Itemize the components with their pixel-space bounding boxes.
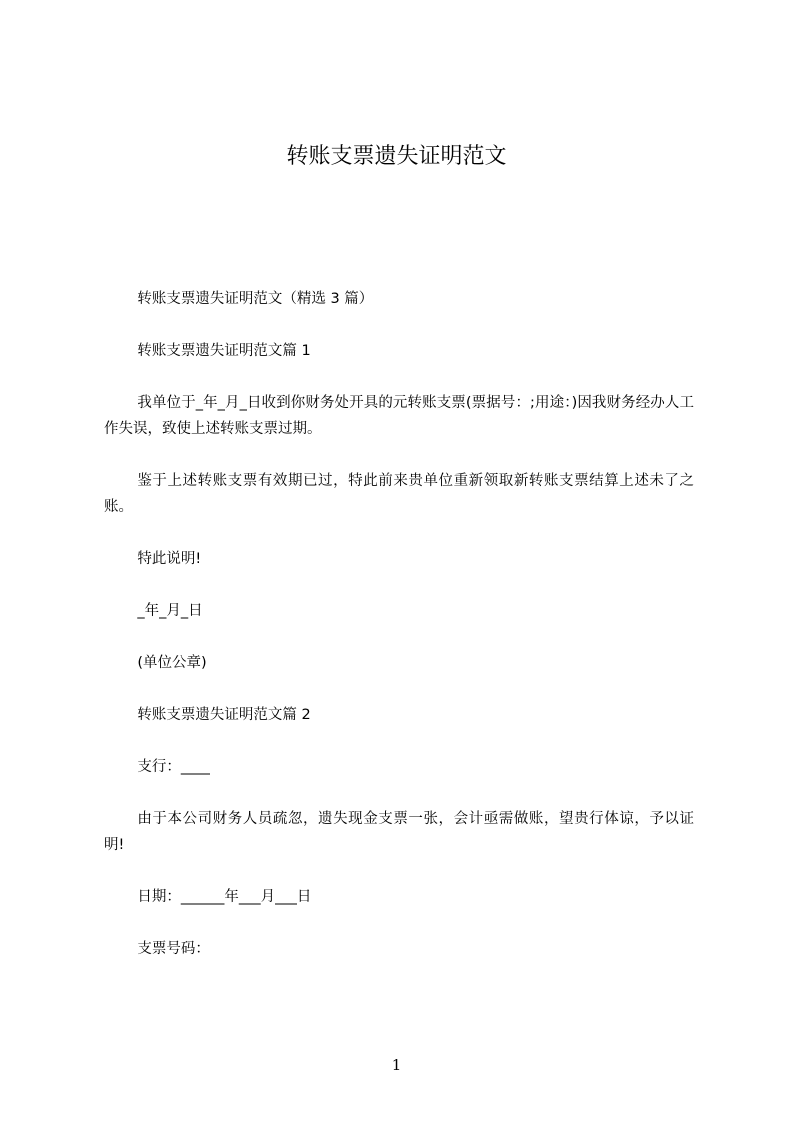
paragraph-body: 我单位于_年_月_日收到你财务处开具的元转账支票(票据号：;用途：)因我财务经办人工作失误，致使上述转账支票过期。 <box>104 395 694 437</box>
page-number: 1 <box>391 1056 402 1074</box>
document-body <box>104 286 694 988</box>
paragraph-check-number: 支票号码： <box>137 941 210 957</box>
paragraph-date: 日期：______年___月___日 <box>137 889 312 905</box>
paragraph-date: _年_月_日 <box>137 603 203 619</box>
paragraph-seal: (单位公章) <box>137 655 207 671</box>
paragraph-section-1-heading: 转账支票遗失证明范文篇 1 <box>137 343 311 359</box>
paragraph-closing: 特此说明! <box>137 551 202 567</box>
paragraph-body: 鉴于上述转账支票有效期已过，特此前来贵单位重新领取新转账支票结算上述未了之账。 <box>104 473 694 515</box>
paragraph-subtitle: 转账支票遗失证明范文（精选 3 篇） <box>137 291 374 307</box>
document-title: 转账支票遗失证明范文 <box>286 144 507 169</box>
paragraph-section-2-heading: 转账支票遗失证明范文篇 2 <box>137 707 311 723</box>
paragraph-body: 由于本公司财务人员疏忽，遗失现金支票一张，会计亟需做账，望贵行体谅，予以证明! <box>104 811 694 853</box>
paragraph-bank-branch: 支行：____ <box>137 759 210 775</box>
